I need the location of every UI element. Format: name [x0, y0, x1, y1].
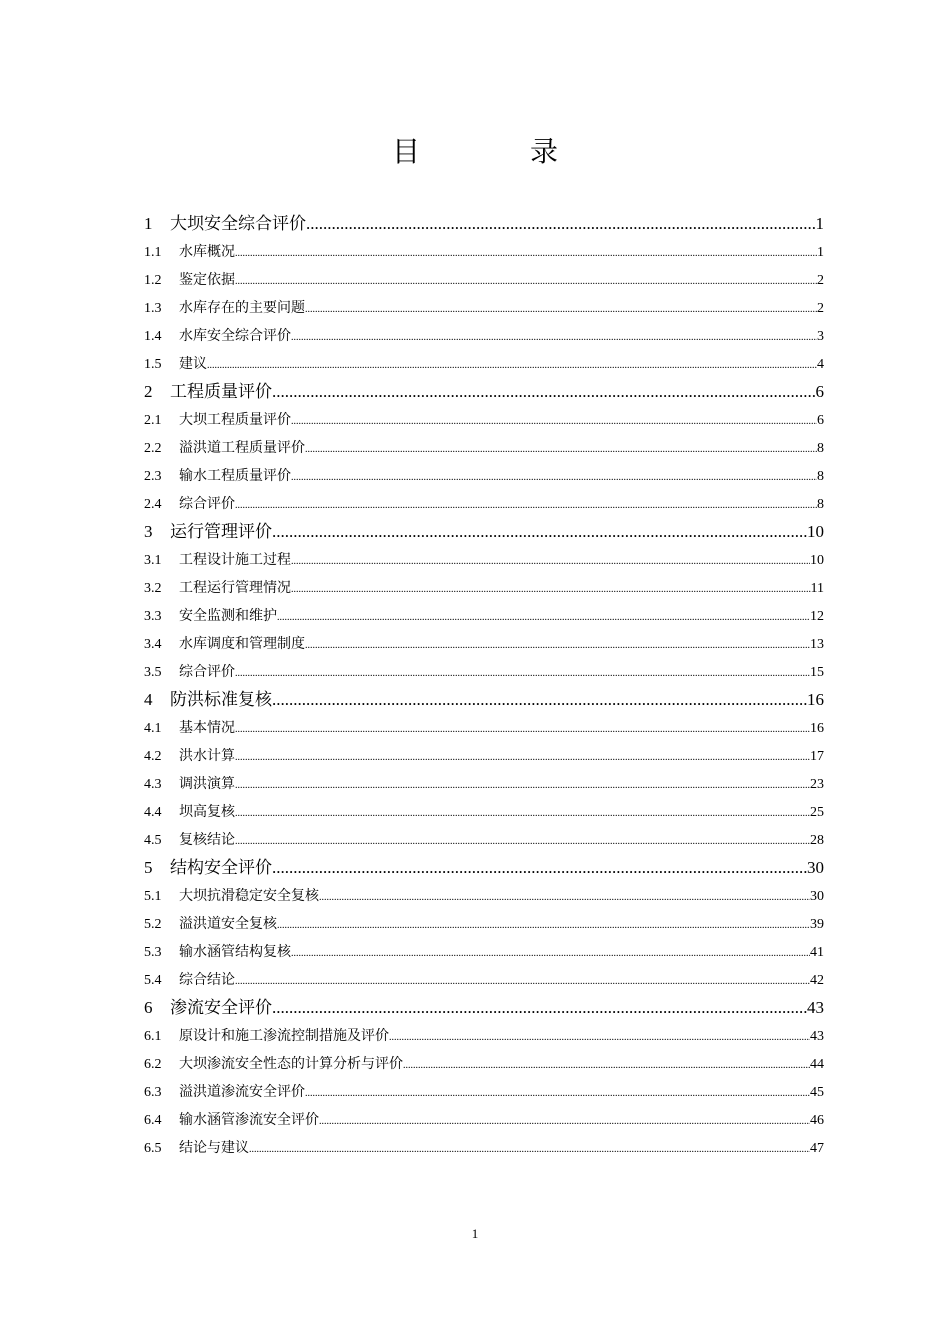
toc-entry-page-number: 16: [807, 690, 824, 709]
toc-entry-page-number: 43: [807, 998, 824, 1017]
toc-entry-page-number: 28: [810, 833, 824, 848]
toc-chapter-entry[interactable]: [144, 686, 824, 714]
toc-entry-page-number: 4: [817, 357, 824, 372]
toc-dot-leader: [207, 352, 817, 378]
toc-chapter-entry[interactable]: [144, 854, 824, 882]
toc-section-entry[interactable]: [144, 630, 824, 658]
toc-entry-title: 基本情况: [179, 720, 235, 736]
toc-entry-title: 水库概况: [179, 244, 235, 260]
toc-dot-leader: [291, 576, 811, 602]
toc-entry-number: 2.3: [144, 469, 162, 484]
toc-entry-page-number: 45: [810, 1085, 824, 1100]
toc-entry-number: 3.1: [144, 553, 162, 568]
toc-entry-page-number: 1: [817, 245, 824, 260]
toc-entry-number: 2.4: [144, 497, 162, 512]
toc-dot-leader: [389, 1024, 810, 1050]
toc-entry-title: 结构安全评价: [170, 858, 272, 878]
toc-entry-number: 4: [144, 690, 153, 709]
toc-entry-number: 6.2: [144, 1057, 162, 1072]
toc-entry-title: 运行管理评价: [170, 522, 272, 542]
toc-entry-title: 工程质量评价: [170, 382, 272, 402]
toc-dot-leader: [319, 1108, 810, 1134]
toc-entry-number: 6.4: [144, 1113, 162, 1128]
toc-entry-title: 大坝抗滑稳定安全复核: [179, 888, 319, 904]
toc-entry-title: 输水涵管渗流安全评价: [179, 1112, 319, 1128]
toc-entry-number: 4.3: [144, 777, 162, 792]
toc-section-entry[interactable]: [144, 1106, 824, 1134]
toc-entry-number: 2.2: [144, 441, 162, 456]
toc-entry-title: 洪水计算: [179, 748, 235, 764]
toc-chapter-entry[interactable]: [144, 210, 824, 238]
toc-entry-number: 3.2: [144, 581, 162, 596]
toc-entry-number: 4.1: [144, 721, 162, 736]
toc-dot-leader: [306, 210, 816, 238]
toc-section-entry[interactable]: [144, 350, 824, 378]
toc-dot-leader: [291, 940, 810, 966]
toc-entry-title: 鉴定依据: [179, 272, 235, 288]
toc-entry-number: 5.4: [144, 973, 162, 988]
toc-entry-page-number: 30: [810, 889, 824, 904]
page-number: 1: [471, 1226, 479, 1241]
toc-dot-leader: [235, 828, 810, 854]
toc-dot-leader: [235, 800, 810, 826]
toc-dot-leader: [235, 772, 810, 798]
toc-section-entry[interactable]: [144, 406, 824, 434]
toc-dot-leader: [305, 632, 810, 658]
toc-entry-number: 2.1: [144, 413, 162, 428]
toc-entry-title: 综合结论: [179, 972, 235, 988]
toc-entry-number: 6.3: [144, 1085, 162, 1100]
toc-entry-number: 1.4: [144, 329, 162, 344]
toc-entry-page-number: 15: [810, 665, 824, 680]
toc-entry-title: 原设计和施工渗流控制措施及评价: [179, 1028, 389, 1044]
toc-entry-title: 复核结论: [179, 832, 235, 848]
toc-section-entry[interactable]: [144, 1134, 824, 1162]
toc-entry-page-number: 6: [815, 382, 824, 401]
toc-entry-number: 5.3: [144, 945, 162, 960]
toc-entry-page-number: 12: [810, 609, 824, 624]
toc-entry-title: 溢洪道工程质量评价: [179, 440, 305, 456]
page-title: [0, 130, 950, 170]
toc-entry-title: 建议: [179, 356, 207, 372]
toc-entry-page-number: 8: [817, 497, 824, 512]
toc-entry-page-number: 47: [810, 1141, 824, 1156]
toc-entry-page-number: 46: [810, 1113, 824, 1128]
toc-entry-number: 3.4: [144, 637, 162, 652]
toc-entry-title: 调洪演算: [179, 776, 235, 792]
toc-section-entry[interactable]: [144, 770, 824, 798]
toc-entry-page-number: 8: [817, 469, 824, 484]
toc-section-entry[interactable]: [144, 322, 824, 350]
toc-dot-leader: [235, 268, 817, 294]
toc-section-entry[interactable]: [144, 714, 824, 742]
toc-entry-title: 大坝工程质量评价: [179, 412, 291, 428]
toc-section-entry[interactable]: [144, 294, 824, 322]
toc-dot-leader: [272, 518, 807, 546]
toc-section-entry[interactable]: [144, 574, 824, 602]
toc-entry-title: 综合评价: [179, 496, 235, 512]
toc-dot-leader: [235, 492, 817, 518]
toc-dot-leader: [272, 854, 807, 882]
toc-entry-number: 4.4: [144, 805, 162, 820]
toc-entry-number: 5.1: [144, 889, 162, 904]
toc-section-entry[interactable]: [144, 490, 824, 518]
toc-section-entry[interactable]: [144, 882, 824, 910]
toc-section-entry[interactable]: [144, 938, 824, 966]
toc-dot-leader: [305, 1080, 810, 1106]
toc-entry-number: 3.5: [144, 665, 162, 680]
table-of-contents: [144, 210, 824, 1162]
toc-entry-number: 1.2: [144, 273, 162, 288]
toc-entry-page-number: 17: [810, 749, 824, 764]
toc-entry-title: 水库调度和管理制度: [179, 636, 305, 652]
toc-entry-title: 工程设计施工过程: [179, 552, 291, 568]
toc-entry-number: 4.2: [144, 749, 162, 764]
toc-section-entry[interactable]: [144, 910, 824, 938]
toc-section-entry[interactable]: [144, 742, 824, 770]
toc-entry-title: 大坝渗流安全性态的计算分析与评价: [179, 1056, 403, 1072]
toc-entry-page-number: 10: [810, 553, 824, 568]
toc-entry-number: 1.3: [144, 301, 162, 316]
toc-section-entry[interactable]: [144, 462, 824, 490]
toc-section-entry[interactable]: [144, 602, 824, 630]
toc-section-entry[interactable]: [144, 966, 824, 994]
toc-dot-leader: [272, 686, 807, 714]
toc-entry-number: 6.5: [144, 1141, 162, 1156]
toc-entry-page-number: 25: [810, 805, 824, 820]
toc-entry-page-number: 43: [810, 1029, 824, 1044]
toc-entry-title: 工程运行管理情况: [179, 580, 291, 596]
toc-dot-leader: [277, 912, 810, 938]
toc-section-entry[interactable]: [144, 434, 824, 462]
toc-dot-leader: [277, 604, 810, 630]
toc-entry-page-number: 2: [817, 273, 824, 288]
toc-dot-leader: [403, 1052, 810, 1078]
toc-entry-number: 3: [144, 522, 153, 541]
toc-entry-page-number: 41: [810, 945, 824, 960]
toc-entry-number: 2: [144, 382, 153, 401]
toc-entry-number: 6: [144, 998, 153, 1017]
toc-entry-number: 4.5: [144, 833, 162, 848]
toc-dot-leader: [291, 324, 817, 350]
toc-entry-page-number: 44: [810, 1057, 824, 1072]
toc-entry-page-number: 2: [817, 301, 824, 316]
toc-dot-leader: [291, 464, 817, 490]
toc-entry-title: 溢洪道安全复核: [179, 916, 277, 932]
toc-entry-number: 5: [144, 858, 153, 877]
toc-entry-title: 水库安全综合评价: [179, 328, 291, 344]
toc-section-entry[interactable]: [144, 266, 824, 294]
toc-entry-title: 渗流安全评价: [170, 998, 272, 1018]
toc-section-entry[interactable]: [144, 798, 824, 826]
toc-entry-page-number: 30: [807, 858, 824, 877]
toc-entry-page-number: 11: [810, 581, 824, 596]
toc-entry-title: 输水涵管结构复核: [179, 944, 291, 960]
toc-entry-page-number: 3: [817, 329, 824, 344]
toc-entry-page-number: 6: [817, 413, 824, 428]
toc-chapter-entry[interactable]: [144, 378, 824, 406]
toc-entry-page-number: 8: [817, 441, 824, 456]
toc-dot-leader: [249, 1136, 810, 1162]
toc-entry-page-number: 23: [810, 777, 824, 792]
toc-entry-page-number: 39: [810, 917, 824, 932]
page-title-char-1: 目: [391, 135, 420, 168]
toc-dot-leader: [319, 884, 810, 910]
toc-entry-page-number: 10: [807, 522, 824, 541]
toc-entry-title: 水库存在的主要问题: [179, 300, 305, 316]
toc-dot-leader: [272, 994, 807, 1022]
toc-dot-leader: [235, 716, 810, 742]
toc-entry-title: 输水工程质量评价: [179, 468, 291, 484]
toc-entry-number: 3.3: [144, 609, 162, 624]
toc-chapter-entry[interactable]: [144, 994, 824, 1022]
toc-dot-leader: [291, 408, 817, 434]
toc-entry-title: 坝高复核: [179, 804, 235, 820]
toc-entry-number: 5.2: [144, 917, 162, 932]
toc-section-entry[interactable]: [144, 826, 824, 854]
toc-dot-leader: [235, 968, 810, 994]
toc-section-entry[interactable]: [144, 238, 824, 266]
toc-entry-page-number: 16: [810, 721, 824, 736]
toc-entry-page-number: 1: [815, 214, 824, 233]
toc-entry-title: 防洪标准复核: [170, 690, 272, 710]
toc-dot-leader: [235, 744, 810, 770]
toc-dot-leader: [291, 548, 810, 574]
toc-entry-page-number: 42: [810, 973, 824, 988]
toc-entry-number: 6.1: [144, 1029, 162, 1044]
toc-entry-number: 1.5: [144, 357, 162, 372]
toc-section-entry[interactable]: [144, 1050, 824, 1078]
toc-dot-leader: [305, 296, 817, 322]
toc-entry-number: 1.1: [144, 245, 162, 260]
toc-entry-title: 溢洪道渗流安全评价: [179, 1084, 305, 1100]
toc-section-entry[interactable]: [144, 546, 824, 574]
toc-entry-page-number: 13: [810, 637, 824, 652]
toc-entry-number: 1: [144, 214, 153, 233]
toc-entry-title: 大坝安全综合评价: [170, 214, 306, 234]
toc-chapter-entry[interactable]: [144, 518, 824, 546]
toc-entry-title: 安全监测和维护: [179, 608, 277, 624]
toc-dot-leader: [235, 240, 817, 266]
toc-dot-leader: [305, 436, 817, 462]
toc-section-entry[interactable]: [144, 1022, 824, 1050]
toc-section-entry[interactable]: [144, 658, 824, 686]
toc-entry-title: 结论与建议: [179, 1140, 249, 1156]
toc-entry-title: 综合评价: [179, 664, 235, 680]
toc-dot-leader: [272, 378, 816, 406]
toc-section-entry[interactable]: [144, 1078, 824, 1106]
toc-dot-leader: [235, 660, 810, 686]
page-title-char-2: 录: [530, 135, 559, 168]
